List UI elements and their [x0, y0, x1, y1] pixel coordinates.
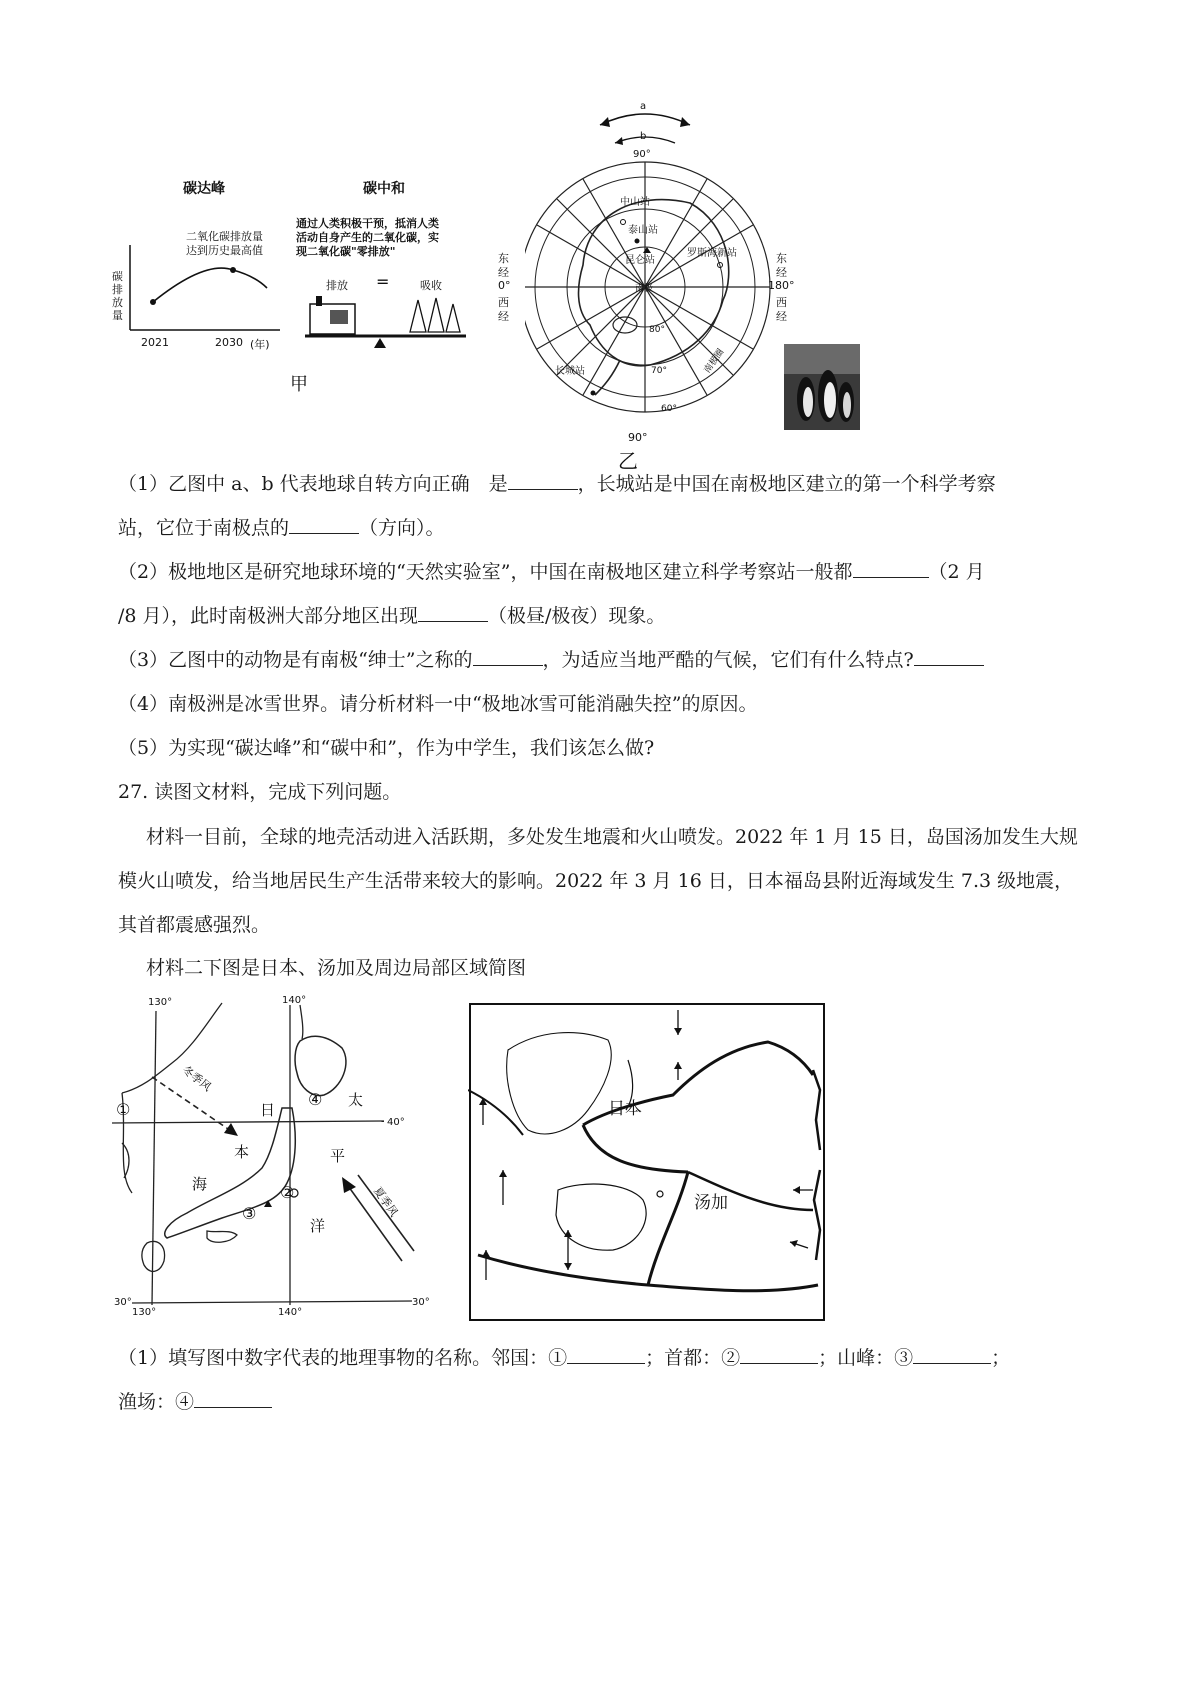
right-jing2: 经 — [776, 310, 787, 323]
q27-1-text-e: 渔场：④ — [118, 1391, 195, 1413]
antarctica-polar-map — [525, 145, 785, 430]
caption-yi: 乙 — [618, 449, 638, 473]
antarctic-circle-label: 南极圈 — [702, 347, 727, 376]
lat-30-left: 30° — [114, 1297, 132, 1308]
q26-4-line: （4）南极洲是冰雪世界。请分析材料一中“极地冰雪可能消融失控”的原因。 — [118, 693, 758, 715]
marker-2: ② — [280, 1183, 295, 1202]
emit-label: 排放 — [326, 279, 348, 292]
q26-1-text-a: （1）乙图中 a、b 代表地球自转方向正确 是 — [118, 473, 508, 495]
rosssea-station: 罗斯海新站 — [687, 248, 737, 259]
q27-heading: 27. 读图文材料，完成下列问题。 — [118, 781, 402, 803]
left-east: 东 — [498, 252, 509, 265]
q27-material-1: 材料一目前，全球的地壳活动进入活跃期，多处发生地震和火山喷发。2022 年 1 月 15 日，岛国汤加发生大规模火山喷发，给当地居民生产生活带来较大的影响。2022 年 3 月 16 日，日本福岛县附近海域发生 7.3 级地震，其首都震感强烈。 — [118, 826, 1078, 936]
south-pole-label: 南极 — [635, 284, 654, 294]
top-longitude-label: 90° — [633, 149, 651, 160]
peak-title: 碳达峰 — [183, 181, 225, 197]
lon-140-top: 140° — [282, 995, 307, 1006]
tick-2021: 2021 — [141, 336, 169, 349]
tick-2030: 2030 — [215, 336, 243, 349]
q26-3-line — [118, 647, 984, 673]
answer-blank[interactable] — [740, 1345, 818, 1364]
peak-curve-chart — [125, 240, 285, 340]
summer-monsoon-label: 夏季风 — [370, 1184, 401, 1220]
lon-130-bottom: 130° — [132, 1307, 157, 1318]
lat-70-label: 70° — [651, 366, 667, 376]
right-west: 西 — [776, 296, 787, 309]
year-unit: (年) — [250, 338, 270, 351]
answer-blank[interactable] — [473, 647, 543, 666]
q26-1-text-d: （方向）。 — [359, 517, 445, 539]
left-west: 西 — [498, 296, 509, 309]
balance-scale-illustration — [300, 290, 470, 352]
taishan-station: 泰山站 — [628, 225, 658, 236]
answer-blank[interactable] — [914, 647, 984, 666]
q27-1-text-c: ；山峰：③ — [818, 1347, 914, 1369]
neutral-note-2: 活动自身产生的二氧化碳，实 — [296, 231, 439, 244]
lat-30-right: 30° — [412, 1297, 430, 1308]
changcheng-station: 长城站 — [555, 366, 585, 377]
sea-char-ben: 本 — [234, 1143, 250, 1161]
arrow-label-b: b — [640, 131, 647, 142]
answer-blank[interactable] — [289, 515, 359, 534]
marker-1: ① — [116, 1100, 131, 1119]
plate-map-svg — [468, 1000, 828, 1322]
q26-2-line1 — [118, 559, 985, 585]
right-180: 180° — [768, 279, 795, 292]
tonga-label: 汤加 — [694, 1193, 728, 1213]
kunlun-station: 昆仑站 — [625, 255, 655, 266]
left-jing2: 经 — [498, 310, 509, 323]
q26-1-line1 — [118, 471, 996, 497]
neutral-title: 碳中和 — [363, 181, 405, 197]
q26-2-text-b: （2 月 — [928, 561, 985, 583]
q26-1-text-b: ，长城站是中国在南极地区建立的第一个科学考察 — [577, 473, 996, 495]
q26-2-text-d: （极昼/极夜）现象。 — [488, 605, 666, 627]
answer-blank[interactable] — [567, 1345, 645, 1364]
japan-map-svg — [112, 993, 437, 1323]
answer-blank[interactable] — [418, 603, 488, 622]
q27-1-line1 — [118, 1345, 1010, 1371]
answer-blank[interactable] — [853, 559, 929, 578]
q26-2-line2 — [118, 603, 665, 629]
left-jing: 经 — [498, 266, 509, 279]
caption-jia: 甲 — [290, 374, 308, 395]
winter-monsoon-label: 冬季风 — [179, 1063, 214, 1094]
lat-40-label: 40° — [387, 1117, 405, 1128]
q26-3-text-b: ，为适应当地严酷的气候，它们有什么特点? — [542, 649, 914, 671]
q27-1-text-a: （1）填写图中数字代表的地理事物的名称。邻国：① — [118, 1347, 568, 1369]
sea-char-hai: 海 — [192, 1175, 208, 1193]
answer-blank[interactable] — [194, 1389, 272, 1408]
ocean-char-ping: 平 — [330, 1147, 346, 1165]
marker-4: ④ — [308, 1090, 323, 1109]
lon-140-bottom: 140° — [278, 1307, 303, 1318]
q27-1-text-d: ； — [991, 1347, 1011, 1369]
marker-3: ③ — [242, 1204, 257, 1223]
q26-1-text-c: 站，它位于南极点的 — [118, 517, 290, 539]
sea-char-ri: 日 — [260, 1101, 276, 1119]
left-zero: 0° — [498, 279, 511, 292]
penguin-photo — [784, 344, 860, 430]
zhongshan-station: 中山站 — [620, 197, 650, 208]
neutral-note-3: 现二氧化碳"零排放" — [296, 245, 396, 258]
equals-sign: = — [376, 272, 390, 291]
lat-60-label: 60° — [661, 404, 677, 414]
neutral-note-1: 通过人类积极干预，抵消人类 — [296, 217, 439, 230]
lon-130-top: 130° — [148, 997, 173, 1008]
q26-2-text-c: /8 月），此时南极洲大部分地区出现 — [118, 605, 419, 627]
right-jing: 经 — [776, 266, 787, 279]
right-east: 东 — [776, 252, 787, 265]
absorb-label: 吸收 — [420, 279, 442, 292]
arrow-label-a: a — [640, 101, 647, 112]
peak-note-2: 达到历史最高值 — [186, 244, 263, 257]
answer-blank[interactable] — [508, 471, 578, 490]
ocean-char-tai: 太 — [348, 1091, 364, 1109]
ocean-char-yang: 洋 — [310, 1217, 326, 1235]
japan-label: 日本 — [608, 1099, 642, 1119]
lat-80-label: 80° — [649, 325, 665, 335]
q26-1-line2 — [118, 515, 445, 541]
carbon-ylabel: 碳排放量 — [112, 270, 123, 322]
q27-1-line2 — [118, 1389, 272, 1415]
q27-1-text-b: ；首都：② — [645, 1347, 741, 1369]
q26-5-line: （5）为实现“碳达峰”和“碳中和”，作为中学生，我们该怎么做? — [118, 737, 655, 759]
q26-3-text-a: （3）乙图中的动物是有南极“绅士”之称的 — [118, 649, 473, 671]
peak-note-1: 二氧化碳排放量 — [186, 230, 263, 243]
bottom-longitude-label: 90° — [628, 431, 648, 444]
q26-2-text-a: （2）极地地区是研究地球环境的“天然实验室”，中国在南极地区建立科学考察站一般都 — [118, 561, 853, 583]
answer-blank[interactable] — [913, 1345, 991, 1364]
q27-material-2: 材料二下图是日本、汤加及周边局部区域简图 — [146, 957, 527, 979]
